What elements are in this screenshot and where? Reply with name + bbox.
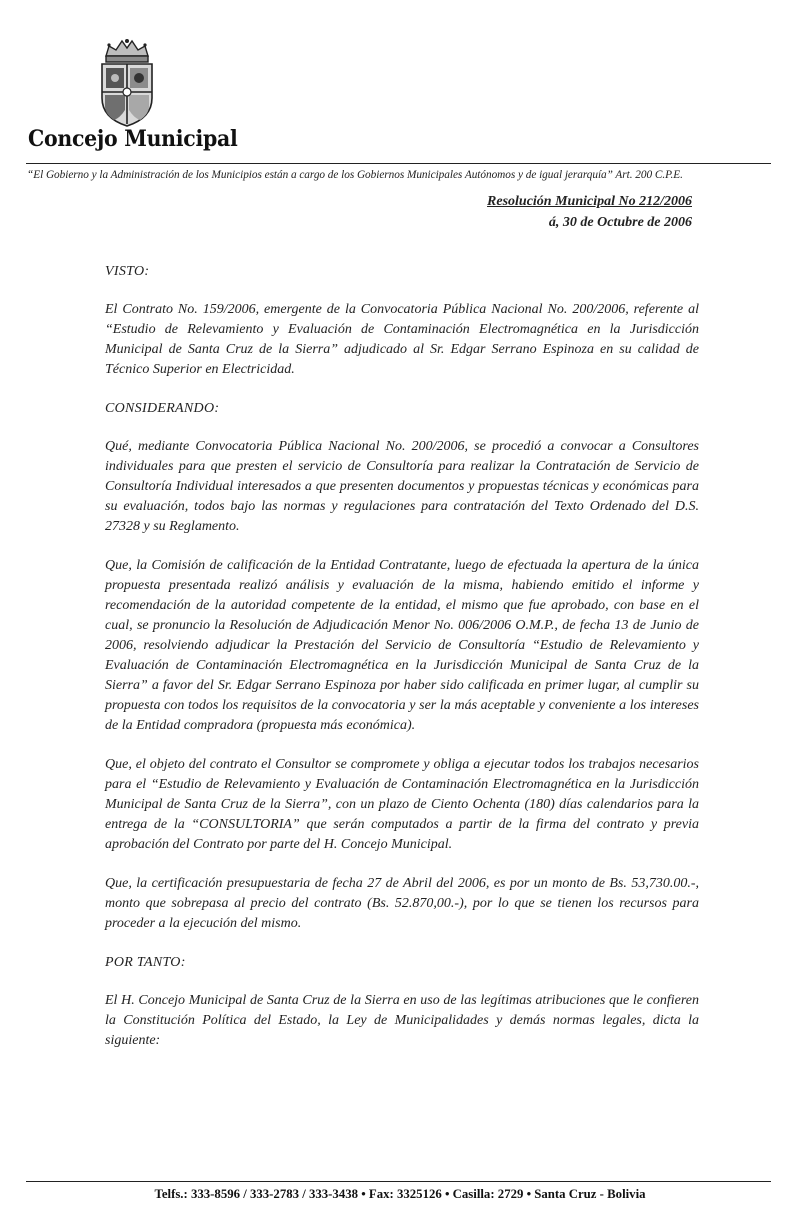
resolution-body <box>105 262 699 1070</box>
resolution-number: Resolución Municipal No 212/2006 <box>487 194 692 209</box>
organization-title: Concejo Municipal <box>28 126 238 152</box>
considerando-paragraph: Que, la Comisión de calificación de la Entidad Contratante, luego de efectuada la apertura de la única propuesta presentada realizó análisis y evaluación de la misma, habiendo emitido el informe y recomendación de la autoridad competente de la entidad, el mismo que fue aprobado, con base en el cual, se pronuncio la Resolución de Adjudicación Menor No. 006/2006 O.M.P., de fecha 13 de Junio de 2006, resolviendo adjudicar la Prestación del Servicio de Consultoría “Estudio de Relevamiento y Evaluación de Contaminación Electromagnética en la Jurisdicción Municipal de Santa Cruz de la Sierra” a favor del Sr. Edgar Serrano Espinoza por haber sido calificada en primer lugar, al cumplir su propuesta con todos los requisitos de la convocatoria y ser la más aceptable y conveniente a los intereses de la Entidad compradora (propuesta más económica). <box>105 558 699 733</box>
considerando-paragraph: Que, el objeto del contrato el Consultor se compromete y obliga a ejecutar todos los trabajos necesarios para el “Estudio de Relevamiento y Evaluación de Contaminación Electromagnética en la Jurisdicción Municipal de Santa Cruz de la Sierra”, con un plazo de Ciento Ochenta (180) días calendarios para la entrega de la “CONSULTORIA” que serán computados a partir de la firma del contrato y previa aprobación del Contrato por parte del H. Concejo Municipal. <box>105 757 699 852</box>
section-heading-visto: VISTO: <box>105 264 150 279</box>
por-tanto-paragraph: El H. Concejo Municipal de Santa Cruz de la Sierra en uso de las legítimas atribuciones que le confieren la Constitución Política del Estado, la Ley de Municipalidades y demás normas legales, dicta la siguiente: <box>105 993 699 1048</box>
footer-divider <box>26 1181 771 1182</box>
coat-of-arms-emblem <box>96 36 158 128</box>
resolution-date: á, 30 de Octubre de 2006 <box>548 215 692 230</box>
section-heading-considerando: CONSIDERANDO: <box>105 401 220 416</box>
constitution-quote: “El Gobierno y la Administración de los Municipios están a cargo de los Gobiernos Municipales Autónomos y de igual jerarquía” Art. 200 C.P.E. <box>27 169 683 181</box>
section-heading-por-tanto: POR TANTO: <box>105 955 186 970</box>
considerando-paragraph: Qué, mediante Convocatoria Pública Nacional No. 200/2006, se procedió a convocar a Consultores individuales para que presten el servicio de Consultoría para realizar la Contratación de Servicio de Consultoría Individual interesados a que presenten documentos y propuestas técnicas y económicas para su evaluación, todos bajo las normas y regulaciones para contratación del Texto Ordenado del D.S. 27328 y su Reglamento. <box>105 439 699 534</box>
header-divider <box>26 163 771 164</box>
considerando-paragraph: Que, la certificación presupuestaria de fecha 27 de Abril del 2006, es por un monto de Bs. 53,730.00.-, monto que sobrepasa al precio del contrato (Bs. 52.870,00.-), por lo que se tienen los recursos para proceder a la ejecución del mismo. <box>105 876 699 931</box>
visto-paragraph: El Contrato No. 159/2006, emergente de la Convocatoria Pública Nacional No. 200/2006, referente al “Estudio de Relevamiento y Evaluación de Contaminación Electromagnética en la Jurisdicción Municipal de Santa Cruz de la Sierra” adjudicado al Sr. Edgar Serrano Espinoza en su calidad de Técnico Superior en Electricidad. <box>105 302 699 377</box>
footer-contact-info: Telfs.: 333-8596 / 333-2783 / 333-3438 • Fax: 3325126 • Casilla: 2729 • Santa Cruz - Bolivia <box>154 1187 646 1201</box>
